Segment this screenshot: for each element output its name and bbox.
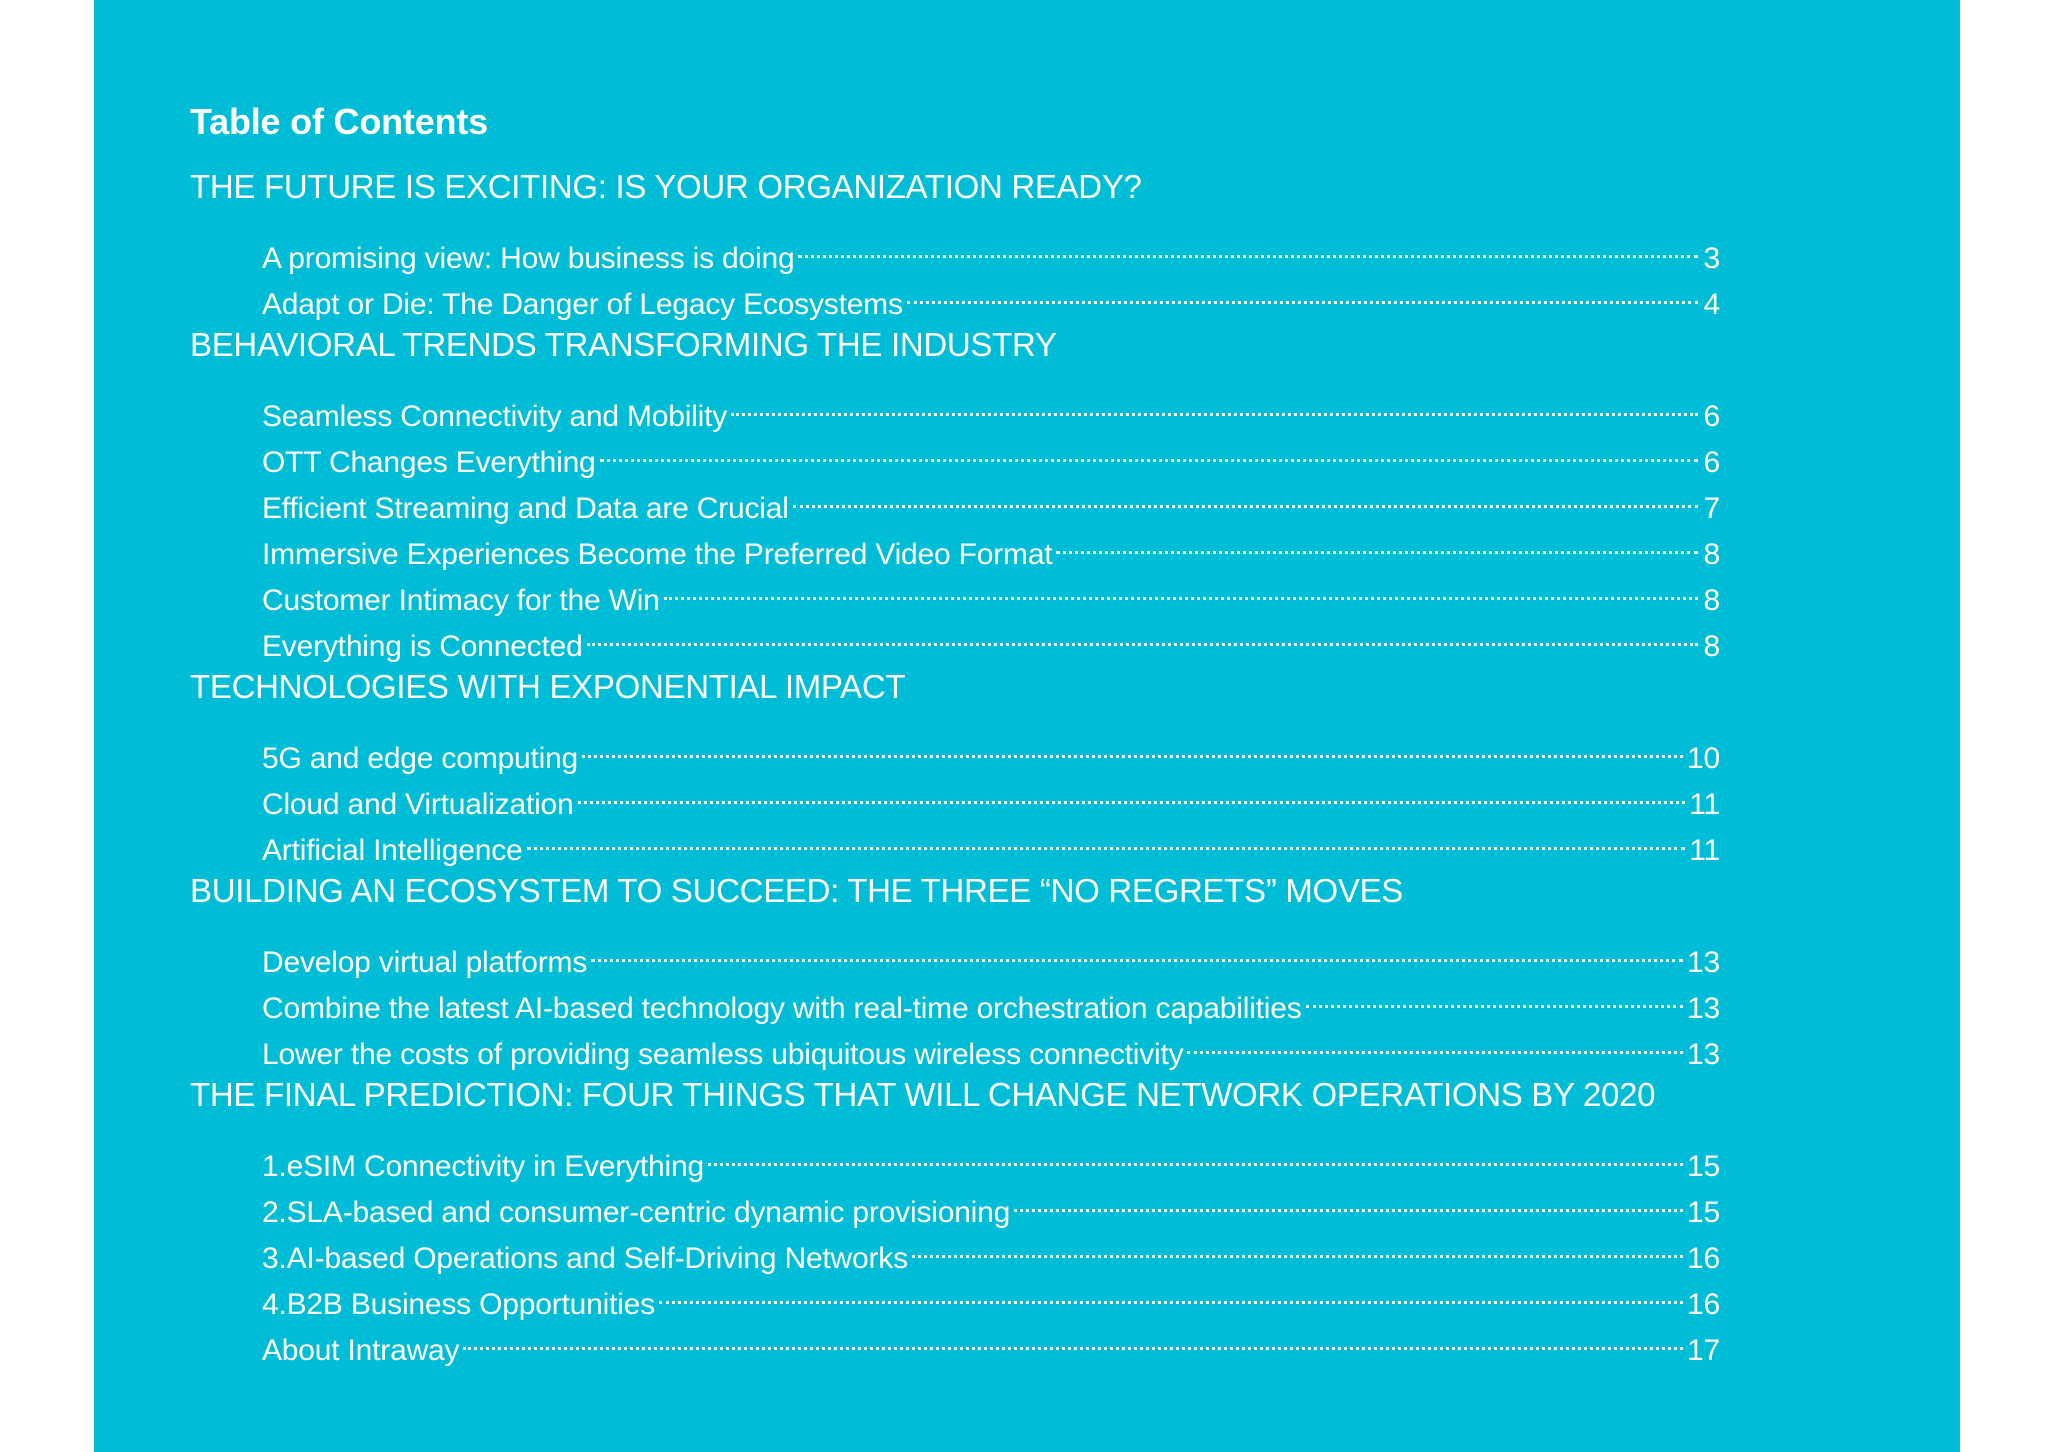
entry-label: Efficient Streaming and Data are Crucial — [262, 492, 789, 525]
entry-page-number: 6 — [1703, 446, 1720, 479]
entry-page-number: 6 — [1703, 400, 1720, 433]
entry-page-number: 11 — [1689, 834, 1720, 867]
entry-label: 1.eSIM Connectivity in Everything — [262, 1150, 704, 1183]
entry-label: Lower the costs of providing seamless ubiquitous wireless connectivity — [262, 1038, 1184, 1071]
entry-page-number: 13 — [1687, 1038, 1720, 1071]
dot-leader — [1014, 1176, 1683, 1222]
entry-page-number: 13 — [1687, 992, 1720, 1025]
toc-entry[interactable] — [190, 722, 1720, 775]
toc-section — [190, 664, 1720, 867]
toc-section — [190, 868, 1720, 1071]
toc-entry[interactable] — [190, 1130, 1720, 1183]
entry-label: Cloud and Virtualization — [262, 788, 574, 821]
section-entries — [190, 926, 1720, 1071]
entry-page-number: 16 — [1687, 1242, 1720, 1275]
entry-page-number: 11 — [1689, 788, 1720, 821]
section-entries — [190, 380, 1720, 663]
entry-label: Artificial Intelligence — [262, 834, 523, 867]
entry-label: Develop virtual platforms — [262, 946, 588, 979]
dot-leader — [793, 472, 1698, 518]
toc-section — [190, 164, 1720, 321]
section-heading: BUILDING AN ECOSYSTEM TO SUCCEED: THE THREE “NO REGRETS” MOVES — [190, 872, 1404, 909]
dot-leader — [659, 1268, 1683, 1314]
entry-page-number: 8 — [1703, 584, 1720, 617]
entry-label: Immersive Experiences Become the Preferred Video Format — [262, 538, 1053, 571]
toc-title: Table of Contents — [190, 101, 488, 142]
dot-leader — [907, 268, 1698, 314]
entry-page-number: 16 — [1687, 1288, 1720, 1321]
toc-entry[interactable] — [190, 926, 1720, 979]
section-heading: TECHNOLOGIES WITH EXPONENTIAL IMPACT — [190, 668, 906, 705]
entry-label: 3.AI-based Operations and Self-Driving Networks — [262, 1242, 908, 1275]
section-heading: THE FUTURE IS EXCITING: IS YOUR ORGANIZATION READY? — [190, 168, 1142, 205]
entry-page-number: 13 — [1687, 946, 1720, 979]
section-entries — [190, 1130, 1720, 1367]
dot-leader — [591, 926, 1683, 972]
section-heading: THE FINAL PREDICTION: FOUR THINGS THAT WILL CHANGE NETWORK OPERATIONS BY 2020 — [190, 1076, 1656, 1113]
toc-section — [190, 1072, 1720, 1367]
toc-entry[interactable] — [190, 380, 1720, 433]
section-heading: BEHAVIORAL TRENDS TRANSFORMING THE INDUSTRY — [190, 326, 1057, 363]
entry-page-number: 8 — [1703, 630, 1720, 663]
dot-leader — [912, 1222, 1683, 1268]
entry-page-number: 10 — [1687, 742, 1720, 775]
section-entries — [190, 222, 1720, 321]
entry-label: 2.SLA-based and consumer-centric dynamic provisioning — [262, 1196, 1011, 1229]
dot-leader — [463, 1314, 1683, 1360]
entry-label: Everything is Connected — [262, 630, 583, 663]
entry-page-number: 7 — [1703, 492, 1720, 525]
table-of-contents — [190, 96, 1720, 1368]
entry-page-number: 8 — [1703, 538, 1720, 571]
entry-label: Combine the latest AI-based technology with real-time orchestration capabilities — [262, 992, 1302, 1025]
dot-leader — [527, 814, 1686, 860]
dot-leader — [600, 426, 1698, 472]
section-entries — [190, 722, 1720, 867]
dot-leader — [582, 722, 1683, 768]
document-page — [94, 0, 1960, 1452]
entry-page-number: 15 — [1687, 1150, 1720, 1183]
entry-page-number: 17 — [1687, 1334, 1720, 1367]
entry-page-number: 3 — [1703, 242, 1720, 275]
entry-page-number: 15 — [1687, 1196, 1720, 1229]
dot-leader — [1306, 972, 1683, 1018]
toc-section — [190, 322, 1720, 663]
toc-entry[interactable] — [190, 222, 1720, 275]
dot-leader — [1056, 518, 1698, 564]
entry-label: Seamless Connectivity and Mobility — [262, 400, 728, 433]
dot-leader — [587, 610, 1698, 656]
entry-label: OTT Changes Everything — [262, 446, 596, 479]
dot-leader — [1187, 1018, 1683, 1064]
entry-label: 4.B2B Business Opportunities — [262, 1288, 655, 1321]
dot-leader — [708, 1130, 1683, 1176]
entry-label: About Intraway — [262, 1334, 460, 1367]
entry-page-number: 4 — [1703, 288, 1720, 321]
dot-leader — [664, 564, 1698, 610]
dot-leader — [731, 380, 1698, 426]
dot-leader — [798, 222, 1698, 268]
entry-label: Adapt or Die: The Danger of Legacy Ecosystems — [262, 288, 903, 321]
entry-label: 5G and edge computing — [262, 742, 579, 775]
entry-label: A promising view: How business is doing — [262, 242, 795, 275]
entry-label: Customer Intimacy for the Win — [262, 584, 660, 617]
dot-leader — [578, 768, 1686, 814]
